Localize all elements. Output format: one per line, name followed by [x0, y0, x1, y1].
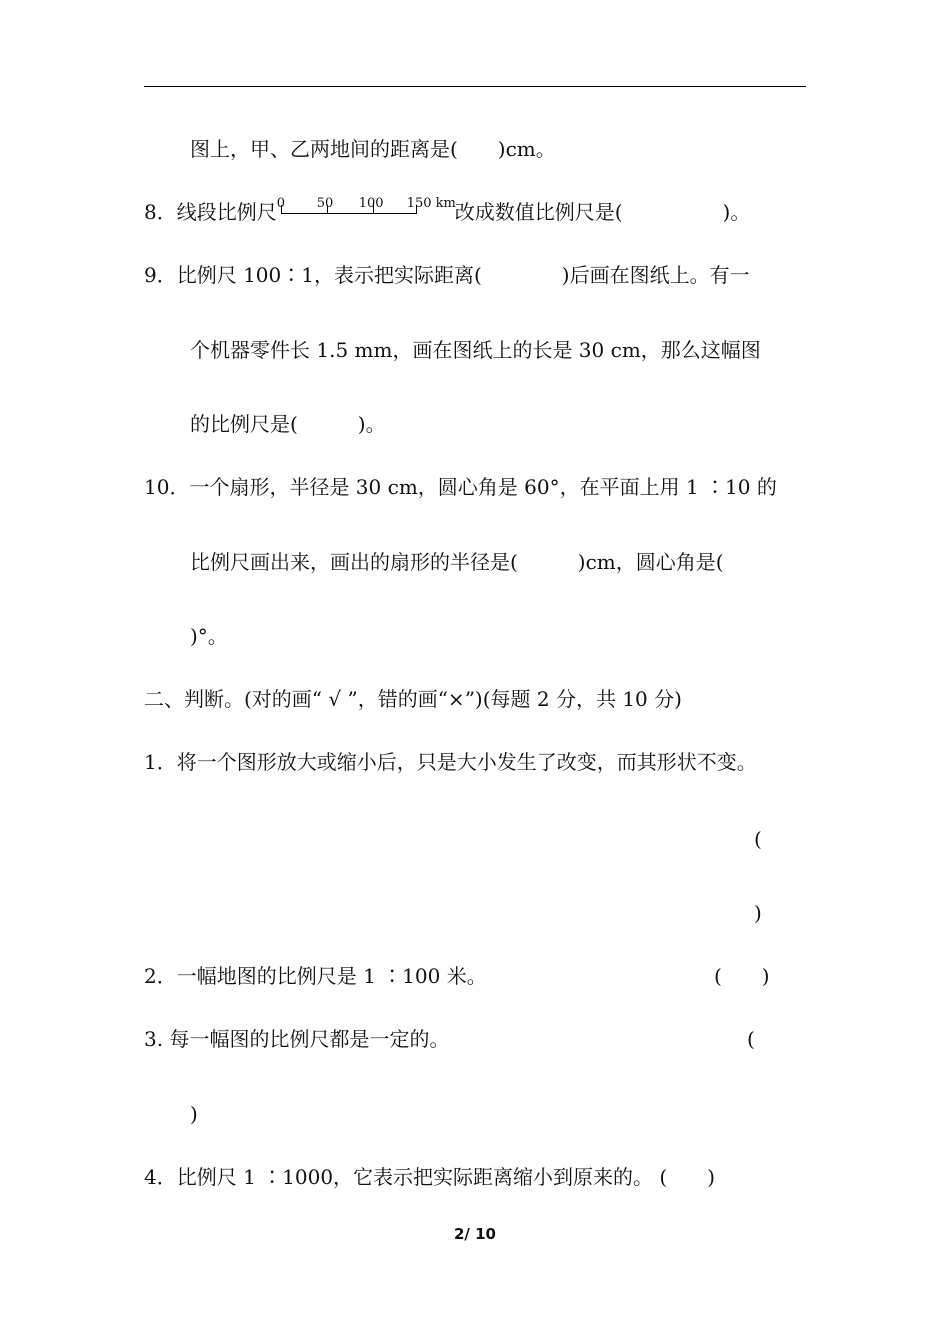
q10-line-2: 比例尺画出来，画出的扇形的半径是( )cm，圆心角是(	[190, 550, 724, 574]
q8-prefix: 8．线段比例尺	[144, 200, 277, 224]
question-9: 9．比例尺 100∶1，表示把实际距离( )后画在图纸上。有一	[144, 263, 750, 287]
question-8	[144, 196, 751, 225]
scale-label: 100	[358, 196, 384, 211]
scale-label: 0	[276, 196, 286, 211]
q9-line-2: 个机器零件长 1.5 mm，画在图纸上的长是 30 cm，那么这幅图	[190, 338, 761, 362]
page-number: 2/ 10	[453, 1225, 496, 1243]
judge-1-bracket-close: )	[754, 901, 762, 925]
judge-4: 4．比例尺 1 ∶1000，它表示把实际距离缩小到原来的。 ( )	[144, 1165, 716, 1189]
judge-1-bracket-open: (	[754, 827, 762, 851]
scale-label: 150 km	[406, 196, 456, 211]
q7-continuation: 图上，甲、乙两地间的距离是( )cm。	[190, 137, 556, 161]
section-2-heading: 二、判断。(对的画“ √ ”，错的画“×”)(每题 2 分，共 10 分)	[144, 687, 682, 711]
judge-3-bracket-close: )	[190, 1102, 198, 1126]
q9-line-3: 的比例尺是( )。	[190, 412, 386, 436]
scale-label: 50	[316, 196, 334, 211]
question-10: 10．一个扇形，半径是 30 cm，圆心角是 60°，在平面上用 1 ∶10 的	[144, 475, 777, 499]
scale-bar	[276, 196, 456, 225]
judge-3: 3. 每一幅图的比例尺都是一定的。	[144, 1027, 450, 1051]
judge-1: 1．将一个图形放大或缩小后，只是大小发生了改变，而其形状不变。	[144, 750, 757, 774]
header-rule	[144, 86, 806, 87]
judge-2-bracket: ( )	[714, 964, 770, 988]
judge-3-bracket-open: (	[747, 1027, 755, 1051]
judge-2: 2．一幅地图的比例尺是 1 ∶100 米。	[144, 964, 487, 988]
q10-line-3: )°。	[190, 624, 228, 648]
q8-suffix: 改成数值比例尺是( )。	[454, 200, 751, 224]
scale-bar-line	[281, 213, 417, 214]
